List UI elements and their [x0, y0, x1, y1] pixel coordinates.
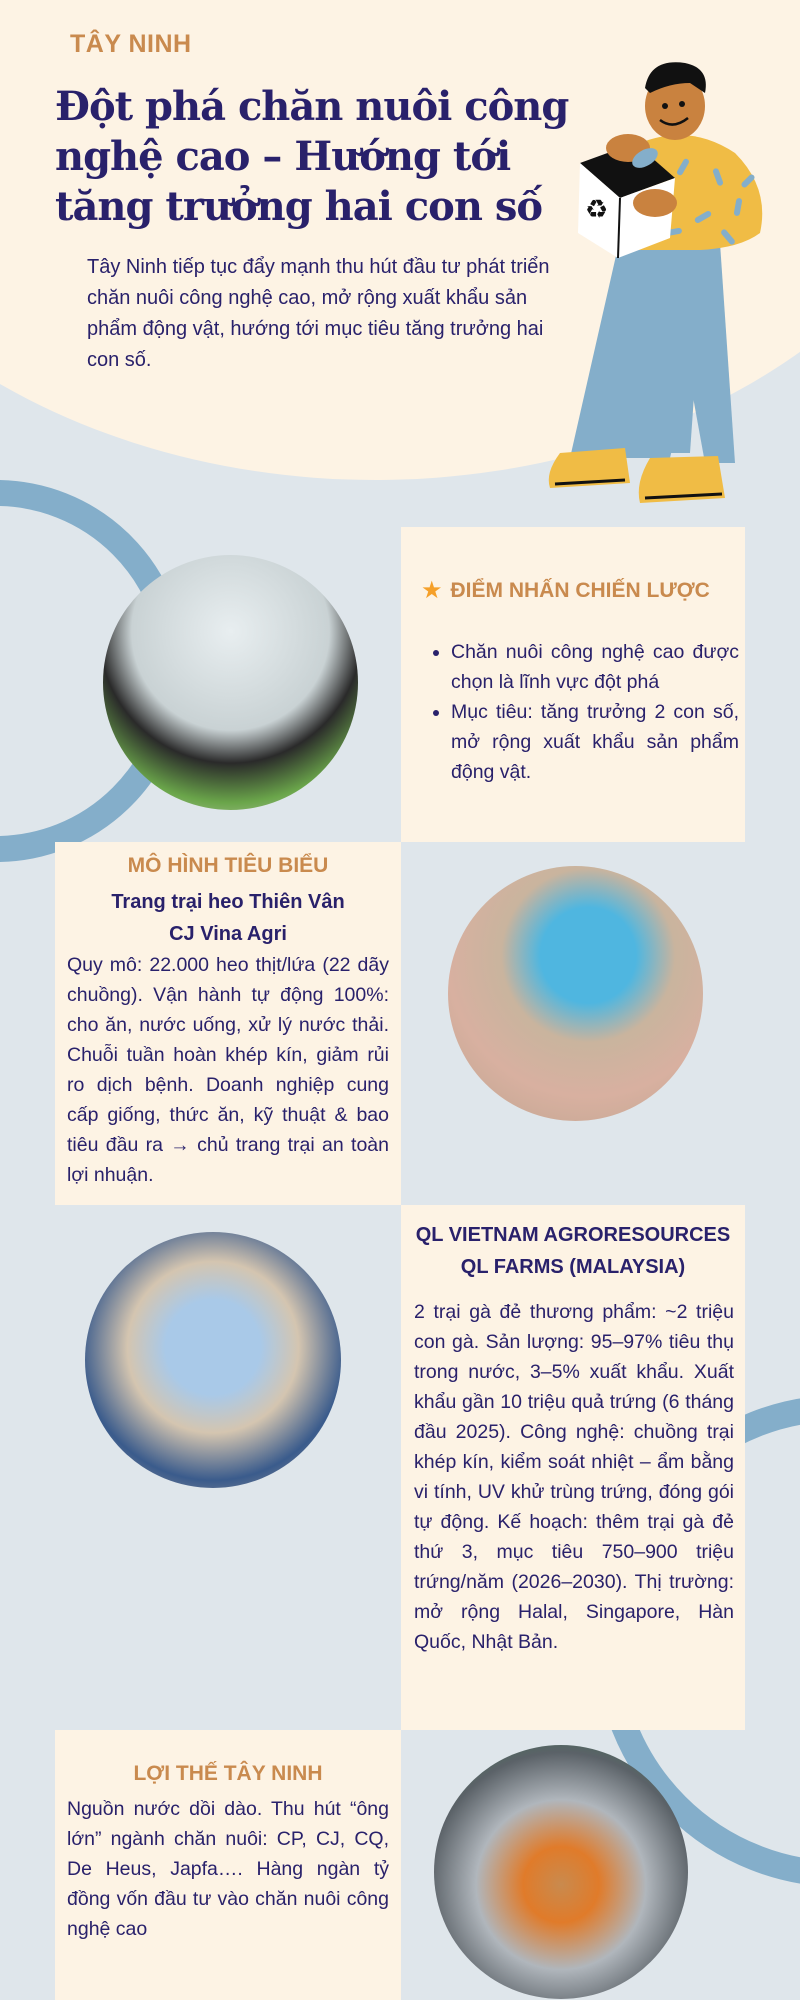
- ql-body: 2 trại gà đẻ thương phẩm: ~2 triệu con gà. Sản lượng: 95–97% tiêu thụ trong nước, 3–5% xuất khẩu. Xuất khẩu gần 10 triệu quả trứng (6 tháng đầu 2025). Công nghệ: chuồng trại khép kín, kiểm soát nhiệt – ẩm bằng vi tính, UV khử trùng trứng, đóng gói tự động. Kế hoạch: thêm trại gà đẻ thứ 3, mục tiêu 750–900 triệu trứng/năm (2026–2030). Thị trường: mở rộng Halal, Singapore, Hàn Quốc, Nhật Bản.: [414, 1301, 734, 1653]
- lead-paragraph: Tây Ninh tiếp tục đẩy mạnh thu hút đầu tư phát triển chăn nuôi công nghệ cao, mở rộng xuất khẩu sản phẩm động vật, hướng tới mục tiêu tăng trưởng hai con số.: [87, 256, 550, 371]
- egg-packing-factory-photo: [434, 1745, 688, 1999]
- man-holding-recycle-box-illustration: [540, 58, 780, 503]
- highlights-card: [401, 527, 745, 842]
- egg-inspection-officials-photo: [85, 1232, 341, 1488]
- model-subheading-farm: Trang trại heo Thiên Vân: [111, 891, 345, 913]
- highlights-list: [425, 637, 739, 787]
- highlights-heading: ĐIỂM NHẤN CHIẾN LƯỢC: [450, 579, 710, 602]
- highlight-item: • Mục tiêu: tăng trưởng 2 con số, mở rộng xuất khẩu sản phẩm động vật.: [451, 697, 739, 787]
- model-subheading-company: CJ Vina Agri: [169, 923, 287, 945]
- svg-text:♻: ♻: [585, 195, 609, 225]
- pig-farm-worker-photo: [448, 866, 703, 1121]
- page-title: Đột phá chăn nuôi công nghệ cao – Hướng tới tăng trưởng hai con số: [55, 83, 569, 230]
- model-heading: MÔ HÌNH TIÊU BIỂU: [127, 854, 329, 877]
- location-kicker: TÂY NINH: [70, 30, 192, 58]
- ql-card: [401, 1205, 745, 1730]
- advantage-heading: LỢI THẾ TÂY NINH: [133, 1762, 323, 1785]
- star-icon: ★: [421, 577, 443, 604]
- ql-heading-malaysia: QL FARMS (MALAYSIA): [460, 1256, 686, 1278]
- dairy-cows-barn-photo: [103, 555, 358, 810]
- ql-heading-vietnam: QL VIETNAM AGRORESOURCES: [415, 1224, 731, 1246]
- highlight-item: • Chăn nuôi công nghệ cao được chọn là lĩnh vực đột phá: [451, 637, 739, 697]
- model-card: [55, 842, 401, 1205]
- advantage-body: Nguồn nước dồi dào. Thu hút “ông lớn” ngành chăn nuôi: CP, CJ, CQ, De Heus, Japfa…. Hàng ngàn tỷ đồng vốn đầu tư vào chăn nuôi công nghệ cao: [67, 1798, 389, 1940]
- model-body: Quy mô: 22.000 heo thịt/lứa (22 dãy chuồng). Vận hành tự động 100%: cho ăn, nước uống, xử lý nước thải. Chuỗi tuần hoàn khép kín, giảm rủi ro dịch bệnh. Doanh nghiệp cung cấp giống, thức ăn, kỹ thuật & bao tiêu đầu ra → chủ trang trại an toàn lợi nhuận.: [67, 954, 389, 1186]
- advantage-card: [55, 1730, 401, 2000]
